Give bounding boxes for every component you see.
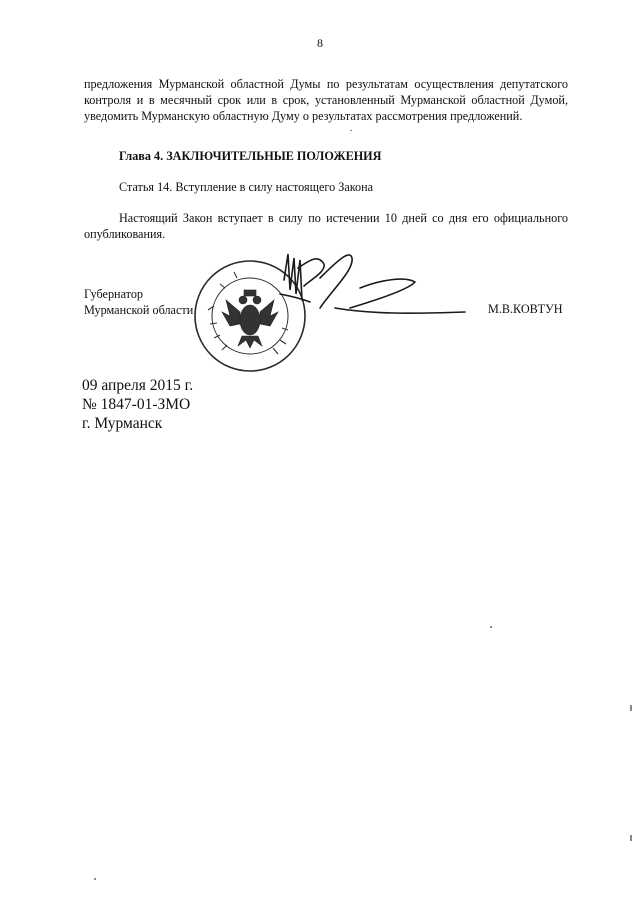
paragraph-continuation: предложения Мурманской областной Думы по результатам осуществления депутатского контроля и в месячный срок или в срок, установленный Мурманской областной Думой, уведомить Мурманскую областную Думу о результатах рассмотрения предложений. xyxy=(84,77,568,123)
scan-speck xyxy=(490,626,492,628)
governor-title-line1: Губернатор xyxy=(84,287,144,301)
page-number: 8 xyxy=(317,36,323,50)
law-number: № 1847-01-ЗМО xyxy=(82,396,191,413)
handwritten-signature xyxy=(240,250,470,340)
scan-speck xyxy=(630,705,632,711)
article-title: Статья 14. Вступление в силу настоящего Закона xyxy=(119,180,374,194)
governor-name: М.В.КОВТУН xyxy=(488,302,563,316)
governor-title-line2: Мурманской области xyxy=(84,303,194,317)
law-city: г. Мурманск xyxy=(82,415,163,432)
scan-speck xyxy=(630,835,632,841)
chapter-heading: Глава 4. ЗАКЛЮЧИТЕЛЬНЫЕ ПОЛОЖЕНИЯ xyxy=(119,149,382,163)
paragraph-enactment: Настоящий Закон вступает в силу по истечении 10 дней со дня его официального опубликования. xyxy=(84,211,568,241)
law-date: 09 апреля 2015 г. xyxy=(82,377,194,394)
scan-speck xyxy=(94,878,96,880)
governor-title xyxy=(84,286,193,318)
scan-speck xyxy=(350,130,352,131)
document-footer xyxy=(82,376,193,433)
